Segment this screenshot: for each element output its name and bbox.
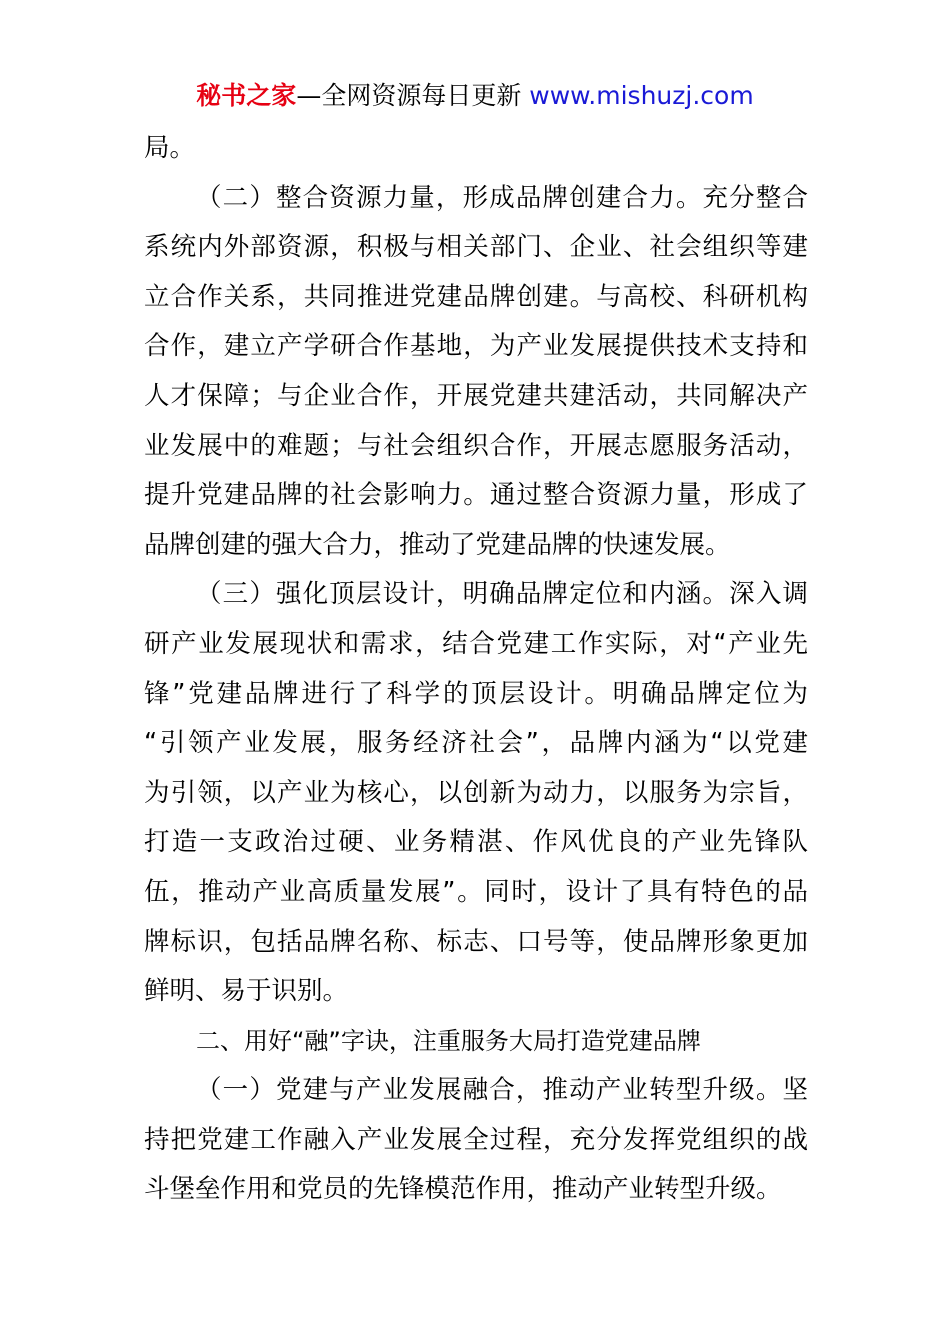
- site-brand: 秘书之家: [196, 81, 297, 110]
- paragraph-line: 合作，建立产学研合作基地，为产业发展提供技术支持和: [144, 331, 808, 362]
- paragraph-line: 持把党建工作融入产业发展全过程，充分发挥党组织的战: [144, 1124, 808, 1155]
- paragraph-line: 为引领，以产业为核心，以创新为动力，以服务为宗旨，: [144, 777, 808, 808]
- paragraph-line: 人才保障；与企业合作，开展党建共建活动，共同解决产: [144, 380, 808, 411]
- document-body: [144, 124, 808, 1215]
- paragraph-line: 斗堡垒作用和党员的先锋模范作用，推动产业转型升级。: [144, 1174, 782, 1205]
- paragraph-line: 锋”党建品牌进行了科学的顶层设计。明确品牌定位为: [144, 678, 808, 709]
- site-url-link[interactable]: www.mishuzj.com: [529, 81, 754, 110]
- paragraph-line: 品牌创建的强大合力，推动了党建品牌的快速发展。: [144, 529, 731, 560]
- paragraph-line: 研产业发展现状和需求，结合党建工作实际，对“产业先: [144, 628, 808, 659]
- paragraph-line: 伍，推动产业高质量发展”。同时，设计了具有特色的品: [144, 876, 808, 907]
- paragraph-line: （二）整合资源力量，形成品牌创建合力。充分整合: [196, 182, 808, 213]
- paragraph-line: 立合作关系，共同推进党建品牌创建。与高校、科研机构: [144, 281, 808, 312]
- paragraph-line: 业发展中的难题；与社会组织合作，开展志愿服务活动，: [144, 430, 808, 461]
- paragraph-line: （一）党建与产业发展融合，推动产业转型升级。坚: [196, 1075, 808, 1106]
- paragraph-line: 打造一支政治过硬、业务精湛、作风优良的产业先锋队: [144, 827, 808, 858]
- paragraph-line: “引领产业发展，服务经济社会”，品牌内涵为“以党建: [144, 728, 808, 759]
- paragraph-line: 鲜明、易于识别。: [144, 976, 349, 1007]
- site-tagline: —全网资源每日更新: [296, 81, 530, 110]
- paragraph-line: 局。: [144, 133, 196, 163]
- paragraph-line: 系统内外部资源，积极与相关部门、企业、社会组织等建: [144, 232, 808, 263]
- paragraph-line: 提升党建品牌的社会影响力。通过整合资源力量，形成了: [144, 480, 808, 511]
- section-heading: 二、用好“融”字诀，注重服务大局打造党建品牌: [196, 1026, 701, 1055]
- site-header: [0, 80, 950, 112]
- paragraph-line: 牌标识，包括品牌名称、标志、口号等，使品牌形象更加: [144, 926, 808, 957]
- paragraph-line: （三）强化顶层设计，明确品牌定位和内涵。深入调: [196, 579, 808, 610]
